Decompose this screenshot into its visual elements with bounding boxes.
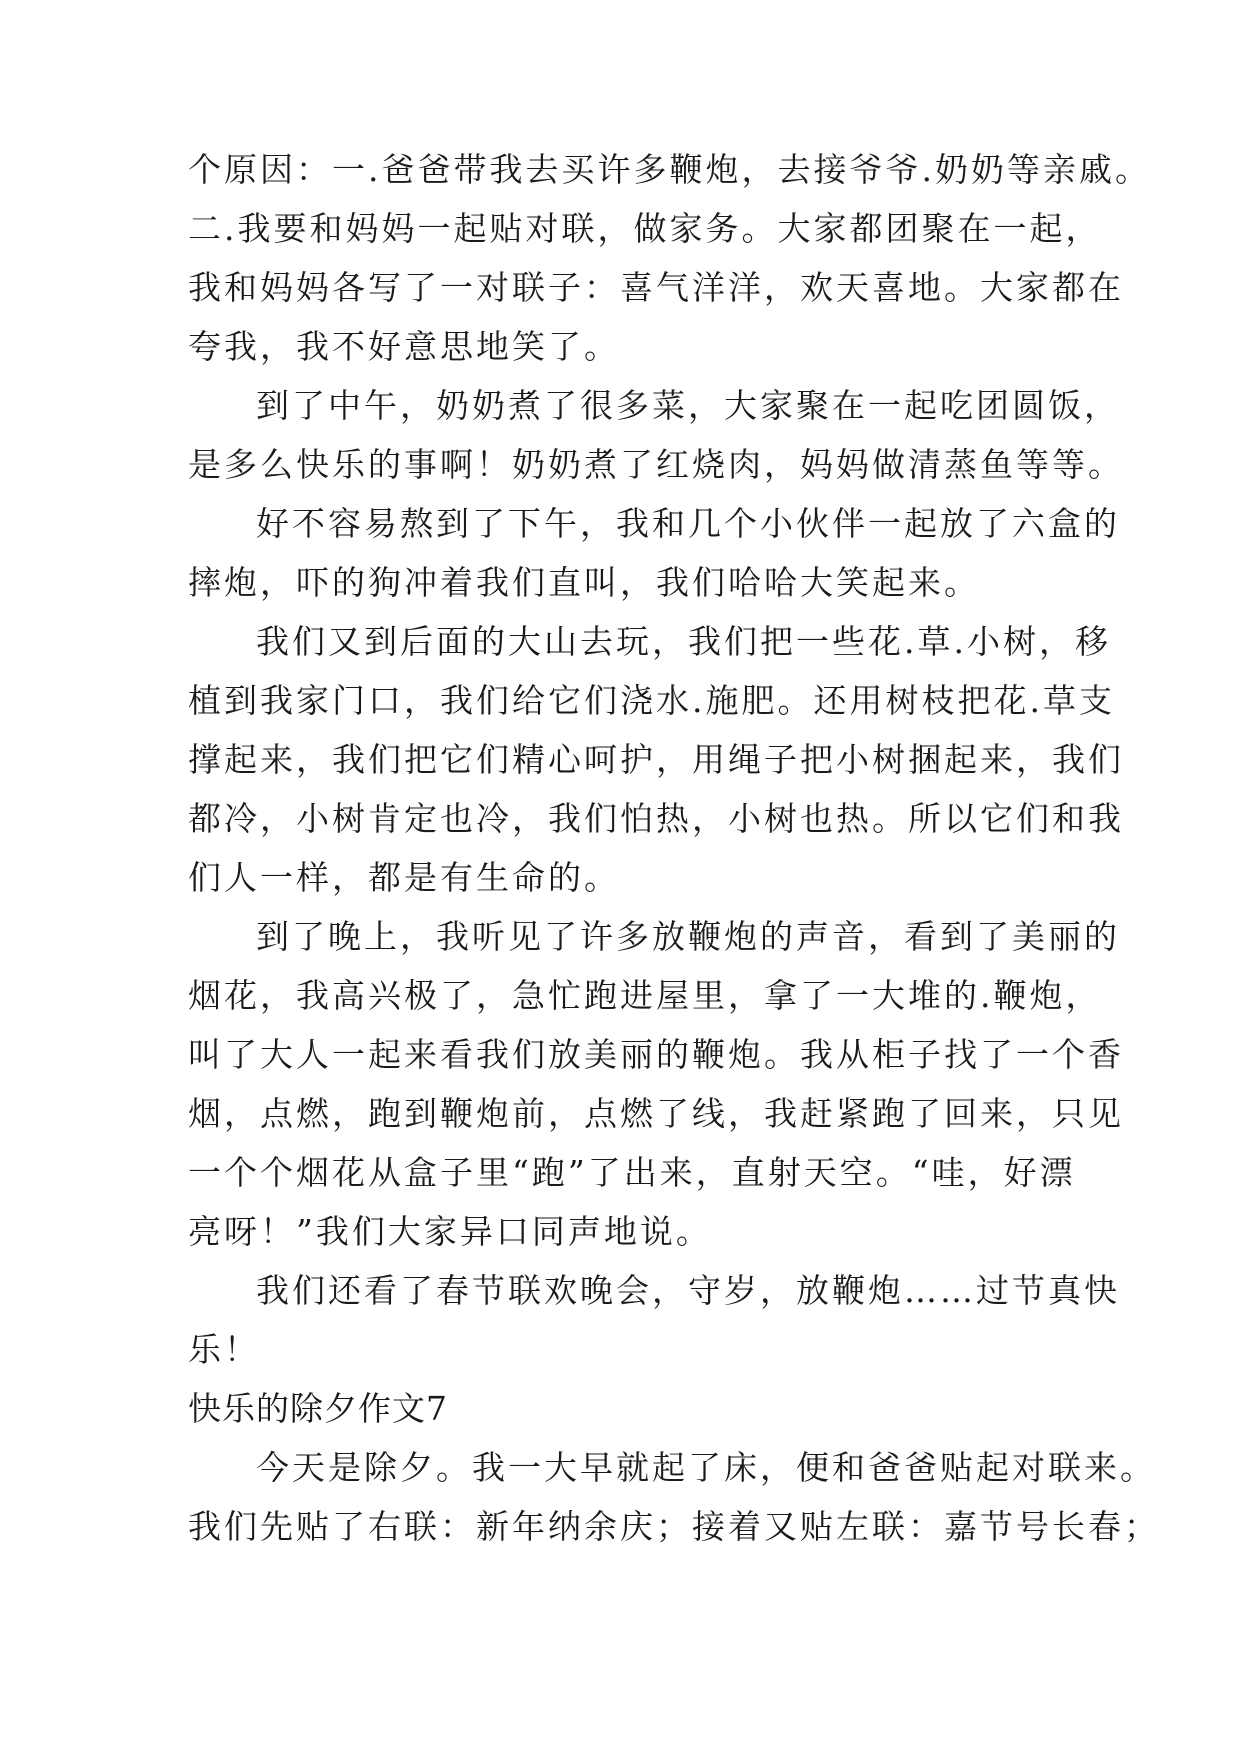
text-line: 烟，点燃，跑到鞭炮前，点燃了线，我赶紧跑了回来，只见 bbox=[188, 1094, 1124, 1133]
text-line: 乐！ bbox=[188, 1330, 260, 1369]
text-line: 烟花，我高兴极了，急忙跑进屋里，拿了一大堆的.鞭炮， bbox=[188, 976, 1102, 1015]
text-line: 摔炮，吓的狗冲着我们直叫，我们哈哈大笑起来。 bbox=[188, 563, 980, 602]
paragraph-first-line: 我们又到后面的大山去玩，我们把一些花.草.小树，移 bbox=[256, 622, 1111, 661]
paragraph-first-line: 今天是除夕。我一大早就起了床，便和爸爸贴起对联来。 bbox=[256, 1448, 1156, 1487]
text-line: 我们先贴了右联：新年纳余庆；接着又贴左联：嘉节号长春； bbox=[188, 1507, 1160, 1546]
text-line: 叫了大人一起来看我们放美丽的鞭炮。我从柜子找了一个香 bbox=[188, 1035, 1124, 1074]
paragraph-first-line: 我们还看了春节联欢晚会，守岁，放鞭炮……过节真快 bbox=[256, 1271, 1120, 1310]
text-line: 一个个烟花从盒子里“跑”了出来，直射天空。“哇，好漂 bbox=[188, 1153, 1076, 1192]
text-line: 二.我要和妈妈一起贴对联，做家务。大家都团聚在一起， bbox=[188, 209, 1102, 248]
text-line: 我和妈妈各写了一对联子：喜气洋洋，欢天喜地。大家都在 bbox=[188, 268, 1124, 307]
text-line: 亮呀！”我们大家异口同声地说。 bbox=[188, 1212, 712, 1251]
paragraph-first-line: 好不容易熬到了下午，我和几个小伙伴一起放了六盒的 bbox=[256, 504, 1120, 543]
text-line: 植到我家门口，我们给它们浇水.施肥。还用树枝把花.草支 bbox=[188, 681, 1115, 720]
paragraph-first-line: 到了中午，奶奶煮了很多菜，大家聚在一起吃团圆饭， bbox=[256, 386, 1120, 425]
text-line: 们人一样，都是有生命的。 bbox=[188, 858, 620, 897]
text-line: 是多么快乐的事啊！奶奶煮了红烧肉，妈妈做清蒸鱼等等。 bbox=[188, 445, 1124, 484]
text-line: 夸我，我不好意思地笑了。 bbox=[188, 327, 620, 366]
text-line: 个原因：一.爸爸带我去买许多鞭炮，去接爷爷.奶奶等亲戚。 bbox=[188, 150, 1151, 189]
paragraph-first-line: 到了晚上，我听见了许多放鞭炮的声音，看到了美丽的 bbox=[256, 917, 1120, 956]
text-line: 都冷，小树肯定也冷，我们怕热，小树也热。所以它们和我 bbox=[188, 799, 1124, 838]
section-heading: 快乐的除夕作文7 bbox=[188, 1389, 448, 1428]
text-line: 撑起来，我们把它们精心呵护，用绳子把小树捆起来，我们 bbox=[188, 740, 1124, 779]
